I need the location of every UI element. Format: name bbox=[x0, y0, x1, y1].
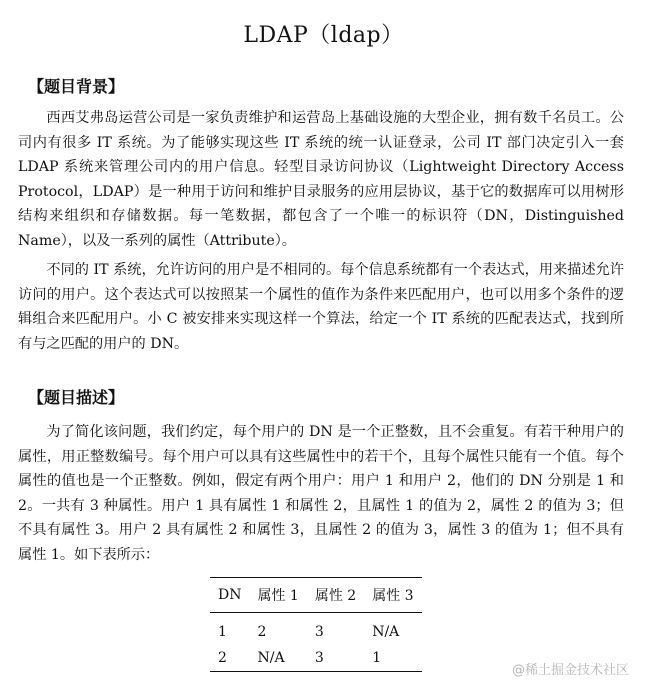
table-cell: 3 bbox=[314, 650, 324, 666]
background-paragraph-2: 不同的 IT 系统，允许访问的用户是不相同的。每个信息系统都有一个表达式，用来描述允许访问的用户。这个表达式可以按照某一个属性的值作为条件来匹配用户，也可以用多个条件的逻辑组合来匹配用户。小 C 被安排来实现这样一个算法，给定一个 IT 系统的匹配表达式，找到所有与之匹配的用户的 DN。 bbox=[18, 262, 624, 352]
attribute-table bbox=[210, 577, 422, 672]
watermark: @稀土掘金技术社区 bbox=[511, 663, 629, 678]
background-paragraph-1: 西西艾弗岛运营公司是一家负责维护和运营岛上基础设施的大型企业，拥有数千名员工。公司内有很多 IT 系统。为了能够实现这些 IT 系统的统一认证登录，公司 IT 部门决定引入一套 LDAP 系统来管理公司内的用户信息。轻型目录访问协议（Lightweight Directory Access Protocol，LDAP）是一种用于访问和维护目录服务的应用层协议，基于它的数据库可以用树形结构来组织和存储数据。每一笔数据，都包含了一个唯一的标识符（DN，Distinguished Name），以及一系列的属性（Attribute）。 bbox=[18, 110, 624, 249]
table-cell: 2 bbox=[257, 624, 267, 640]
table-cell: 2 bbox=[218, 650, 227, 666]
column-header-attr3: 属性 3 bbox=[372, 588, 414, 604]
column-header-attr2: 属性 2 bbox=[314, 588, 357, 604]
description-heading: 【题目描述】 bbox=[28, 388, 125, 407]
table-cell: 1 bbox=[218, 624, 227, 640]
table-cell: N/A bbox=[257, 650, 285, 666]
table-cell: 1 bbox=[372, 650, 382, 666]
column-header-dn: DN bbox=[218, 587, 242, 603]
table-cell: N/A bbox=[372, 624, 400, 640]
background-heading: 【题目背景】 bbox=[28, 77, 125, 96]
table-cell: 3 bbox=[314, 624, 324, 640]
table-header-row bbox=[210, 578, 422, 613]
problem-title: LDAP（ldap） bbox=[243, 23, 404, 48]
table-row bbox=[210, 645, 422, 672]
column-header-attr1: 属性 1 bbox=[257, 588, 299, 604]
description-paragraph-1: 为了简化该问题，我们约定，每个用户的 DN 是一个正整数，且不会重复。有若干种用户的属性，用正整数编号。每个用户可以具有这些属性中的若干个，且每个属性只能有一个值。每个属性的值也是一个正整数。例如，假定有两个用户：用户 1 和用户 2，他们的 DN 分别是 1 和 2。一共有 3 种属性。用户 1 具有属性 1 和属性 2，且属性 1 的值为 2，属性 2 的值为 3；但不具有属性 3。用户 2 具有属性 2 和属性 3，且属性 2 的值为 3，属性 3 的值为 1；但不具有属性 1。如下表所示： bbox=[18, 424, 624, 563]
table-row bbox=[210, 613, 422, 646]
